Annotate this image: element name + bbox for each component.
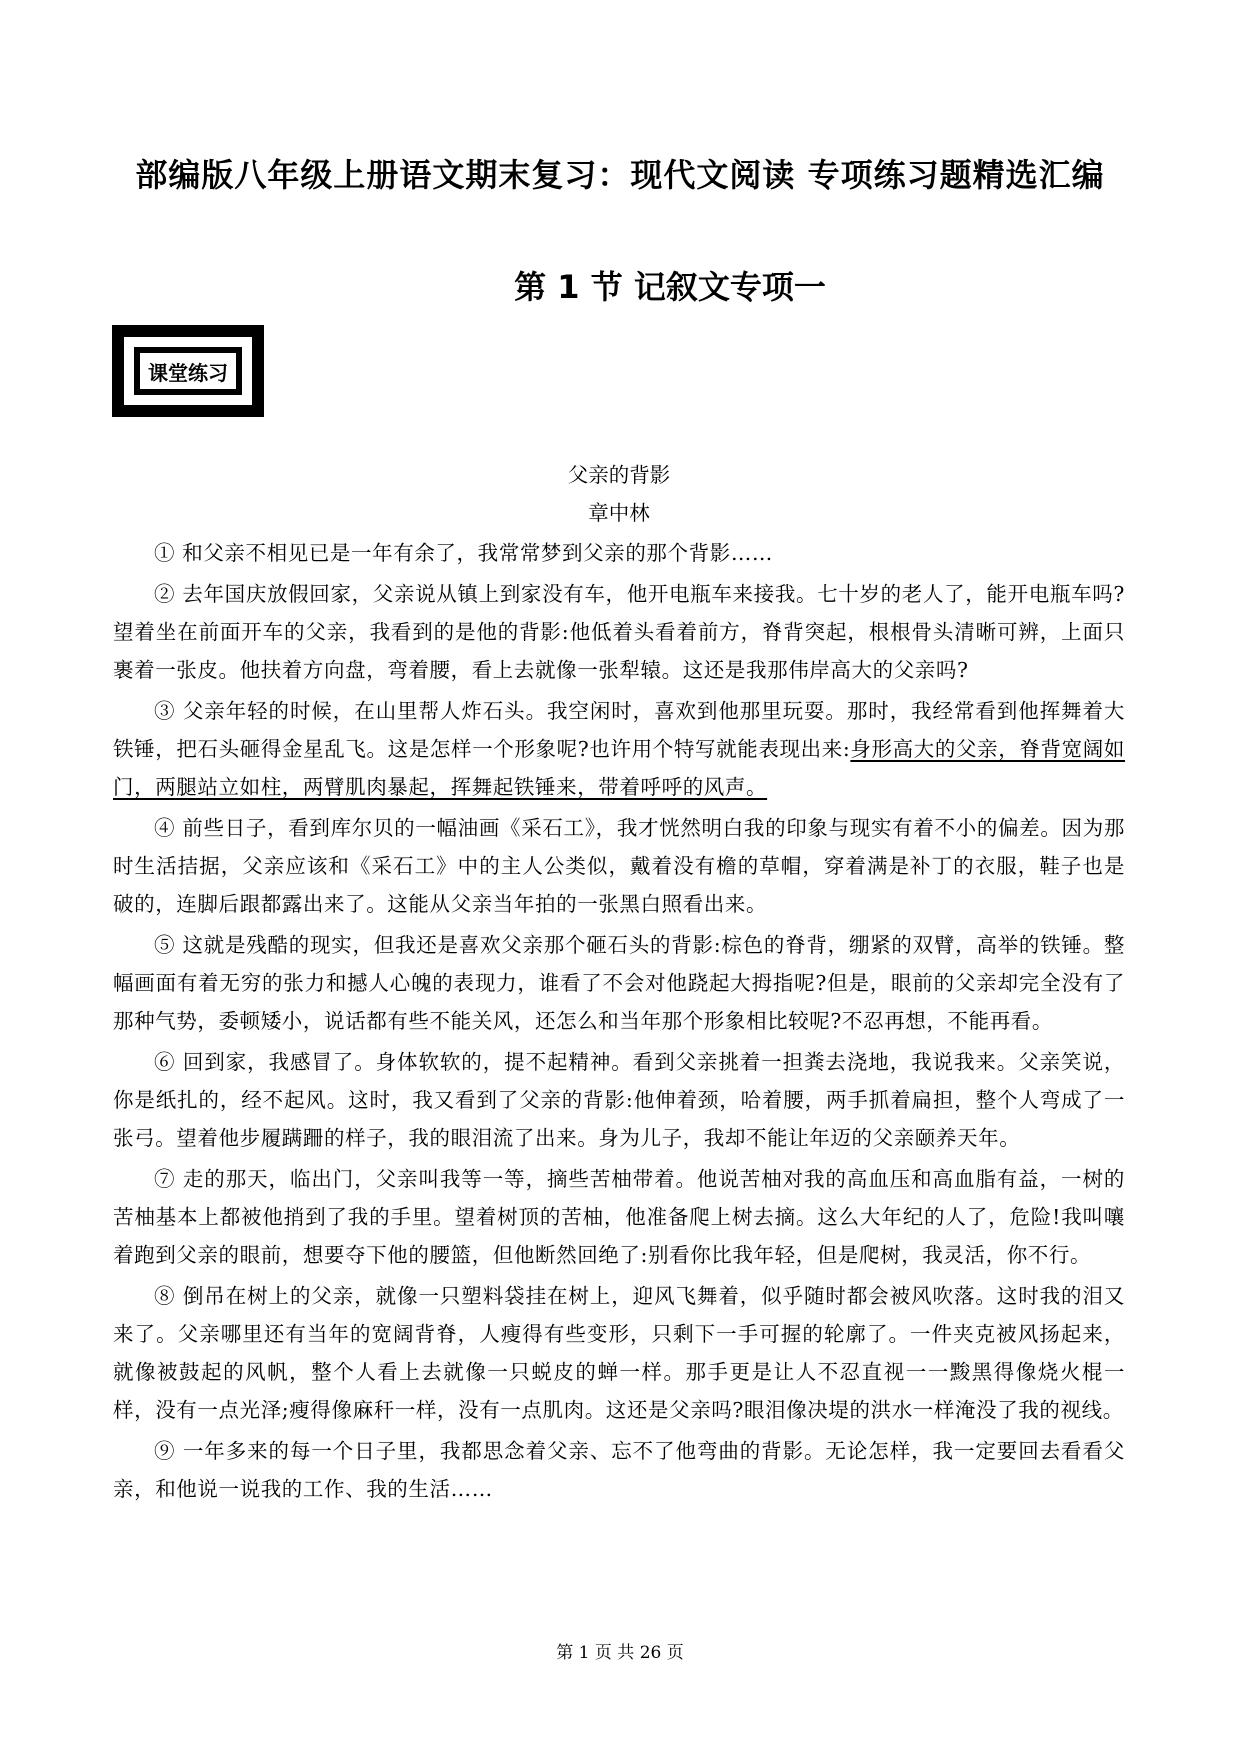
article-author: 章中林	[588, 501, 650, 525]
paragraph-3: ③ 父亲年轻的时候，在山里帮人炸石头。我空闲时，喜欢到他那里玩耍。那时，我经常看到他挥舞着大铁锤，把石头砸得金星乱飞。这是怎样一个形象呢?也许用个特写就能表现出来:身形高大的父亲，脊背宽阔如门，两腿站立如柱，两臂肌肉暴起，挥舞起铁锤来，带着呼呼的风声。	[113, 699, 1125, 799]
paragraph-4: ④ 前些日子，看到库尔贝的一幅油画《采石工》，我才恍然明白我的印象与现实有着不小的偏差。因为那时生活拮据，父亲应该和《采石工》中的主人公类似，戴着没有檐的草帽，穿着满是补丁的衣服，鞋子也是破的，连脚后跟都露出来了。这能从父亲当年拍的一张黑白照看出来。	[113, 816, 1125, 916]
paragraph-7: ⑦ 走的那天，临出门，父亲叫我等一等，摘些苦柚带着。他说苦柚对我的高血压和高血脂有益，一树的苦柚基本上都被他捎到了我的手里。望着树顶的苦柚，他准备爬上树去摘。这么大年纪的人了，危险!我叫嚷着跑到父亲的眼前，想要夺下他的腰篮，但他断然回绝了:别看你比我年轻，但是爬树，我灵活，你不行。	[113, 1167, 1125, 1267]
article	[113, 456, 1125, 1508]
badge-label: 课堂练习	[140, 353, 236, 389]
classroom-practice-badge	[112, 325, 264, 417]
paragraph-5: ⑤ 这就是残酷的现实，但我还是喜欢父亲那个砸石头的背影:棕色的脊背，绷紧的双臂，高举的铁锤。整幅画面有着无穷的张力和撼人心魄的表现力，谁看了不会对他跷起大拇指呢?但是，眼前的父亲却完全没有了那种气势，委顿矮小，说话都有些不能关风，还怎么和当年那个形象相比较呢?不忍再想，不能再看。	[113, 933, 1125, 1033]
underlined-passage: 身形高大的父亲，脊背宽阔如门，两腿站立如柱，两臂肌肉暴起，挥舞起铁锤来，带着呼呼的风声。	[113, 737, 1125, 799]
paragraph-1: ① 和父亲不相见已是一年有余了，我常常梦到父亲的那个背影……	[154, 541, 774, 565]
page-number: 第 1 页 共 26 页	[556, 1643, 684, 1663]
paragraph-9: ⑨ 一年多来的每一个日子里，我都思念着父亲、忘不了他弯曲的背影。无论怎样，我一定要回去看看父亲，和他说一说我的工作、我的生活……	[113, 1439, 1125, 1501]
document-title: 部编版八年级上册语文期末复习：现代文阅读 专项练习题精选汇编	[135, 156, 1105, 194]
article-title: 父亲的背影	[567, 463, 671, 487]
paragraph-2: ② 去年国庆放假回家，父亲说从镇上到家没有车，他开电瓶车来接我。七十岁的老人了，能开电瓶车吗?望着坐在前面开车的父亲，我看到的是他的背影:他低着头看着前方，脊背突起，根根骨头清晰可辨，上面只裹着一张皮。他扶着方向盘，弯着腰，看上去就像一张犁辕。这还是我那伟岸高大的父亲吗?	[113, 582, 1125, 682]
section-title: 第 1 节 记叙文专项一	[514, 268, 826, 306]
paragraph-8: ⑧ 倒吊在树上的父亲，就像一只塑料袋挂在树上，迎风飞舞着，似乎随时都会被风吹落。这时我的泪又来了。父亲哪里还有当年的宽阔背脊，人瘦得有些变形，只剩下一手可握的轮廓了。一件夹克被风扬起来，就像被鼓起的风帆，整个人看上去就像一只蜕皮的蝉一样。那手更是让人不忍直视一一黢黑得像烧火棍一样，没有一点光泽;瘦得像麻秆一样，没有一点肌肉。这还是父亲吗?眼泪像决堤的洪水一样淹没了我的视线。	[113, 1284, 1125, 1422]
paragraph-6: ⑥ 回到家，我感冒了。身体软软的，提不起精神。看到父亲挑着一担粪去浇地，我说我来。父亲笑说，你是纸扎的，经不起风。这时，我又看到了父亲的背影:他伸着颈，哈着腰，两手抓着扁担，整个人弯成了一张弓。望着他步履蹒跚的样子，我的眼泪流了出来。身为儿子，我却不能让年迈的父亲颐养天年。	[113, 1050, 1125, 1150]
